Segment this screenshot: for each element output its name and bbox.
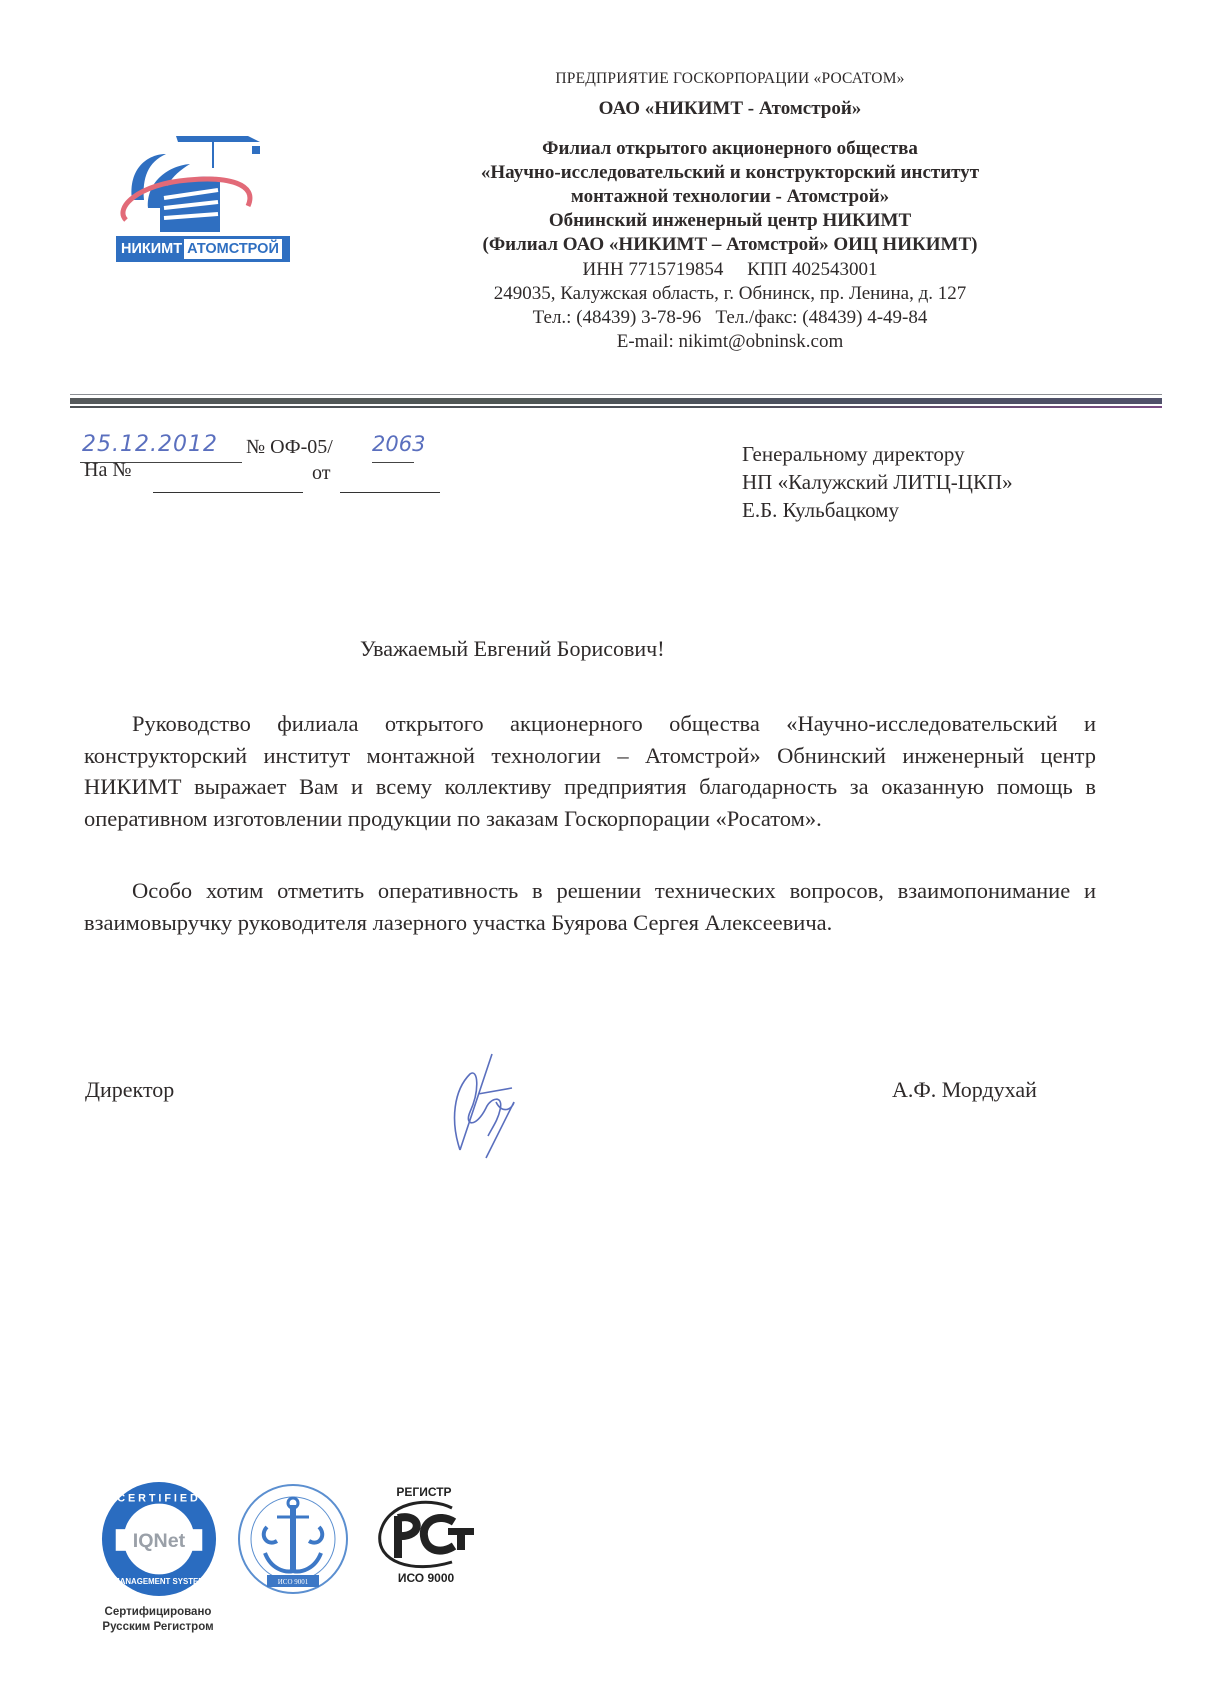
email-address: E-mail: nikimt@obninsk.com: [616, 331, 844, 352]
anchor-iso-text: ИСО 9001: [277, 1578, 309, 1586]
paragraph-text: Особо хотим отметить оперативность в решении технических вопросов, взаимопонимание и взаимовыручку руководителя лазерного участка Буярова Сергея Алексеевича.: [84, 878, 1096, 935]
logo-text-left: НИКИМТ: [121, 241, 183, 257]
logo-text-right: АТОМСТРОЙ: [184, 239, 282, 259]
rst-top-text: РЕГИСТР: [396, 1485, 452, 1499]
reply-to-label: На №: [84, 459, 132, 481]
iqnet-bottom-text: MANAGEMENT SYSTEM: [113, 1577, 205, 1587]
phone-numbers: Тел.: (48439) 3-78-96 Тел./факс: (48439) 4-49-84: [532, 307, 928, 328]
addressee-line: Генеральному директору: [742, 442, 965, 466]
signatory-title: Директор: [85, 1077, 175, 1102]
number-underline: [372, 462, 414, 463]
reply-date-blank: [340, 492, 440, 493]
addressee-line: Е.Б. Кульбацкому: [742, 498, 899, 522]
inn-kpp: ИНН 7715719854 КПП 402543001: [582, 259, 878, 280]
iqnet-label: IQNet: [132, 1529, 186, 1552]
iqnet-certified-icon: [100, 1480, 218, 1598]
iqnet-top-text: CERTIFIED: [117, 1492, 201, 1505]
caption-line: Сертифицировано: [104, 1606, 212, 1618]
company-logo: [108, 128, 298, 278]
parent-enterprise: ПРЕДПРИЯТИЕ ГОСКОРПОРАЦИИ «РОСАТОМ»: [555, 70, 905, 87]
letterhead-divider: [70, 394, 1162, 412]
paragraph-text: Руководство филиала открытого акционерного общества «Научно-исследовательский и конструкторский институт монтажной технологии – Атомстрой» Обнинский инженерный центр НИКИМТ выражает Вам и всему коллективу предприятия благодарность за оказанную помощь в оперативном изготовлении продукции по заказам Госкорпорации «Росатом».: [84, 711, 1096, 831]
body-paragraph: [84, 875, 1096, 938]
branch-line: Обнинский инженерный центр НИКИМТ: [548, 210, 912, 231]
logo-wordmark: [116, 236, 290, 262]
rst-registry-icon: [368, 1482, 480, 1587]
outgoing-number: 2063: [372, 432, 426, 456]
addressee-line: НП «Калужский ЛИТЦ-ЦКП»: [742, 470, 1013, 494]
company-name: ОАО «НИКИМТ - Атомстрой»: [598, 98, 862, 119]
logo-emblem-icon: [108, 128, 298, 236]
anchor-registry-seal-icon: [237, 1483, 349, 1595]
branch-line: «Научно-исследовательский и конструкторский институт: [480, 162, 980, 183]
reply-from-label: от: [312, 462, 331, 484]
postal-address: 249035, Калужская область, г. Обнинск, пр. Ленина, д. 127: [493, 283, 967, 304]
rst-bottom-text: ИСО 9000: [397, 1571, 455, 1585]
certification-caption: [88, 1605, 228, 1635]
outgoing-date: 25.12.2012: [82, 432, 218, 457]
handwritten-signature-icon: [430, 1050, 540, 1160]
reply-number-blank: [153, 492, 303, 493]
branch-line: монтажной технологии - Атомстрой»: [570, 186, 890, 207]
outgoing-number-label: № ОФ-05/: [246, 436, 333, 458]
signatory-name: А.Ф. Мордухай: [892, 1077, 1037, 1102]
branch-line: Филиал открытого акционерного общества: [542, 138, 918, 159]
greeting: Уважаемый Евгений Борисович!: [360, 636, 665, 661]
branch-line: (Филиал ОАО «НИКИМТ – Атомстрой» ОИЦ НИКИМТ): [482, 234, 978, 255]
caption-line: Русским Регистром: [102, 1621, 214, 1633]
body-paragraph: [84, 708, 1096, 834]
